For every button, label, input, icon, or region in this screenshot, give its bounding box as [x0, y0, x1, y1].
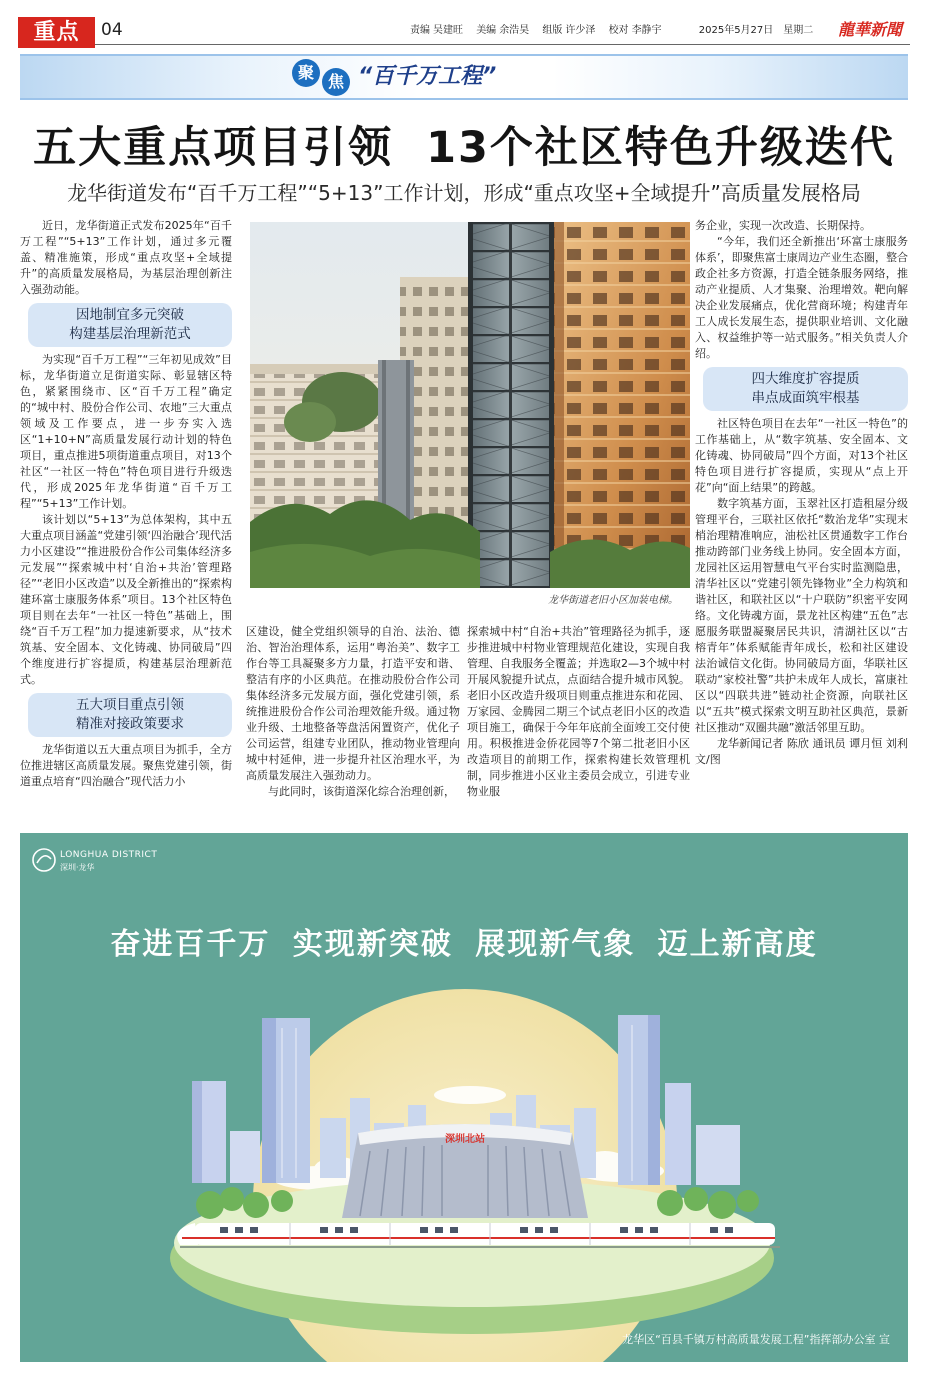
topic-banner [20, 54, 908, 100]
paragraph: 龙华街道以五大重点项目为抓手，全方位推进辖区高质量发展。聚焦党建引领，街道重点培育“四治融合”现代活力小 [20, 743, 232, 788]
credit-name: 吴建旺 [433, 25, 463, 36]
subhead-line: 精准对接政策要求 [76, 716, 184, 732]
banner-circle-char: 焦 [322, 68, 350, 96]
section-subhead [28, 303, 232, 347]
railway-station [342, 1124, 588, 1218]
credit-role: 校对 [608, 25, 629, 36]
glass-elevator-tower [468, 222, 554, 588]
credit-name: 许少泽 [565, 25, 596, 36]
credit-editor [410, 25, 463, 36]
section-subhead [28, 693, 232, 737]
paragraph: 为实现“百千万工程”“三年初见成效”目标，龙华街道立足街道实际、彰显辖区特色，紧紧围绕市、区“百千万工程”确定的“城中村、股份合作公司、农地”三大重点领域及工作要点，进一步夯实入选区“1+10+N”高质量发展行动计划的特色项目，重点推进5项街道重点项目，对13个社区“一社区一特色”特色项目进行升级迭代，形成2025年龙华街道“百千万工程”“5+13”工作计划。 [20, 353, 232, 510]
header-divider [95, 44, 910, 45]
photo-caption: 龙华街道老旧小区加装电梯。 [548, 595, 678, 606]
photo-elevator-buildings [250, 222, 690, 588]
subhead-line: 因地制宜多元突破 [76, 307, 184, 323]
left-towers [192, 1018, 310, 1183]
credit-designer [476, 25, 529, 36]
credit-role: 美编 [476, 25, 497, 36]
credit-name: 李静宇 [631, 25, 662, 36]
paragraph: 探索城中村“自治+共治”管理路径为抓手，逐步推进城中村物业管理规范化建设，实现自我管理、自我服务全覆盖；并选取2—3个城中村开展风貌提升试点，点面结合提升城市风貌。老旧小区改造升级项目则重点推进东和花园、万家园、金腾园二期三个试点老旧小区的改造项目施工，确保于今年年底前全面竣工交付使用。积极推进金侨花园等7个第二批老旧小区改造项目的前期工作，探索构建长效管理机制，同步推进小区业主委员会成立，引进专业物业服 [467, 625, 690, 798]
section-subhead [703, 367, 908, 411]
editor-credits [410, 24, 813, 38]
credit-role: 责编 [410, 25, 430, 36]
credit-proofreader [609, 25, 662, 36]
paragraph: 该计划以“5+13”为总体架构，其中五大重点项目涵盖“党建引领‘四治融合’现代活力小区建设”“推进股份合作公司集体经济多元发展”“探索城中村‘自治+共治’管理路径”“老旧小区改造”以及全新推出的“探索构建环富士康服务体系”项目。13个社区特色项目则在去年“一社区一特色”基础上，围绕“百千万工程”加力提速新要求，从“技术筑基、安全固本、文化铸魂、协同破局”四个维度进行扩容提质，构建基层治理新范式。 [20, 513, 232, 686]
ad-logo-english: LONGHUA DISTRICT [60, 850, 158, 860]
credit-name: 余浩昊 [499, 25, 530, 36]
subhead-line: 构建基层治理新范式 [69, 326, 191, 342]
page-number: 04 [101, 20, 123, 40]
subhead-line: 五大项目重点引领 [76, 697, 184, 713]
public-service-ad [20, 833, 908, 1362]
tree-crown [284, 402, 336, 442]
high-speed-train [177, 1223, 780, 1247]
article-column-2 [246, 624, 460, 810]
credit-role: 组版 [542, 25, 563, 36]
station-sign: 深圳北站 [445, 1134, 485, 1145]
ad-slogan: 奋进百千万 实现新突破 展现新气象 迈上新高度 [110, 927, 818, 962]
masthead-logo: 龍華新聞 [838, 20, 903, 39]
section-tag: 重点 [18, 17, 95, 48]
credit-layout [542, 25, 595, 36]
subheadline: 龙华街道发布“百千万工程”“5+13”工作计划，形成“重点攻坚+全域提升”高质量发展格局 [67, 181, 861, 205]
paragraph: 近日，龙华街道正式发布2025年“百千万工程”“5+13”工作计划，通过多元覆盖、精准施策，形成“重点攻坚+全域提升”的高质量发展格局，为基层治理创新注入强劲动能。 [20, 219, 232, 296]
sunlit-building [554, 222, 690, 588]
subhead-line: 四大维度扩容提质 [751, 371, 860, 387]
paragraph: 与此同时，该街道深化综合治理创新， [268, 785, 455, 798]
paragraph: 数字筑基方面，玉翠社区打造租屋分级管理平台，三联社区依托“数治龙华”实现末梢治理精准响应，油松社区贯通数字工作台推动跨部门业务线上协同。安全固本方面，龙园社区运用智慧电气平台实时监测隐患，清华社区以“党建引领先锋物业”全力构筑和谐社区，和联社区以“十户联防”织密平安网络。文化铸魂方面，景龙社区构建“五色”志愿服务联盟凝聚居民共识，清湖社区以“古榕青年”体系赋能青年成长，松和社区建设法治诚信文化街。协同破局方面，华联社区联动“家校社警”共护未成年人成长，富康社区以“四联共进”链动社企资源，向联社区以“五共”模式探索文明互助社区典范，景新社区推动“双圈共融”激活邻里互助。 [695, 497, 908, 734]
paragraph: “今年，我们还全新推出‘环富士康服务体系’，即聚焦富士康周边产业生态圈，整合政企社多方资源，打造全链条服务网络，推动产业提质、人才集聚、治理增效。靶向解决企业发展痛点，优化营商环境；构建青年工人成长发展生态，提供职业培训、文化融入、权益维护等一站式服务。”相关负责人介绍。 [695, 235, 908, 360]
banner-circle-char: 聚 [292, 59, 320, 87]
ad-logo-chinese: 深圳·龙华 [60, 863, 95, 872]
longhua-logo-icon [33, 849, 55, 871]
banner-title: “百千万工程” [358, 64, 497, 89]
article-column-1 [20, 218, 232, 810]
article-column-4 [695, 218, 908, 810]
ad-credit: 龙华区“百县千镇万村高质量发展工程”指挥部办公室 宣 [622, 1333, 890, 1346]
paragraph: 务企业，实现一次改造、长期保持。 [695, 219, 871, 232]
ad-illustration [20, 833, 908, 1362]
issue-date: 2025年5月27日 [698, 25, 774, 36]
subhead-line: 串点成面筑牢根基 [751, 390, 860, 406]
issue-weekday: 星期二 [783, 25, 814, 36]
byline: 龙华新闻记者 陈欣 通讯员 谭月恒 刘利 文/图 [695, 737, 908, 766]
paragraph: 区建设，健全党组织领导的自治、法治、德治、智治治理体系，运用“粤治美”、数字工作台等工具凝聚多方力量，打造平安和谐、整洁有序的小区典范。在推动股份合作公司集体经济多元发展方面，强化党建引领，系统推进股份合作公司治理效能升级。通过物业升级、土地整备等盘活闲置资产，优化子公司运营，组建专业团队，推动物业管理向城中村延伸，进一步提升社区治理水平，为高质量发展注入强劲动力。 [246, 625, 460, 782]
paragraph: 社区特色项目在去年“一社区一特色”的工作基础上，从“数字筑基、安全固本、文化铸魂、协同破局”四个方面，对13个社区特色项目进行扩容提质，实现从“点上开花”向“面上结果”的跨越。 [695, 417, 908, 494]
article-column-3 [467, 624, 690, 810]
headline: 五大重点项目引领 13个社区特色升级迭代 [33, 123, 895, 173]
right-towers [618, 1015, 740, 1185]
